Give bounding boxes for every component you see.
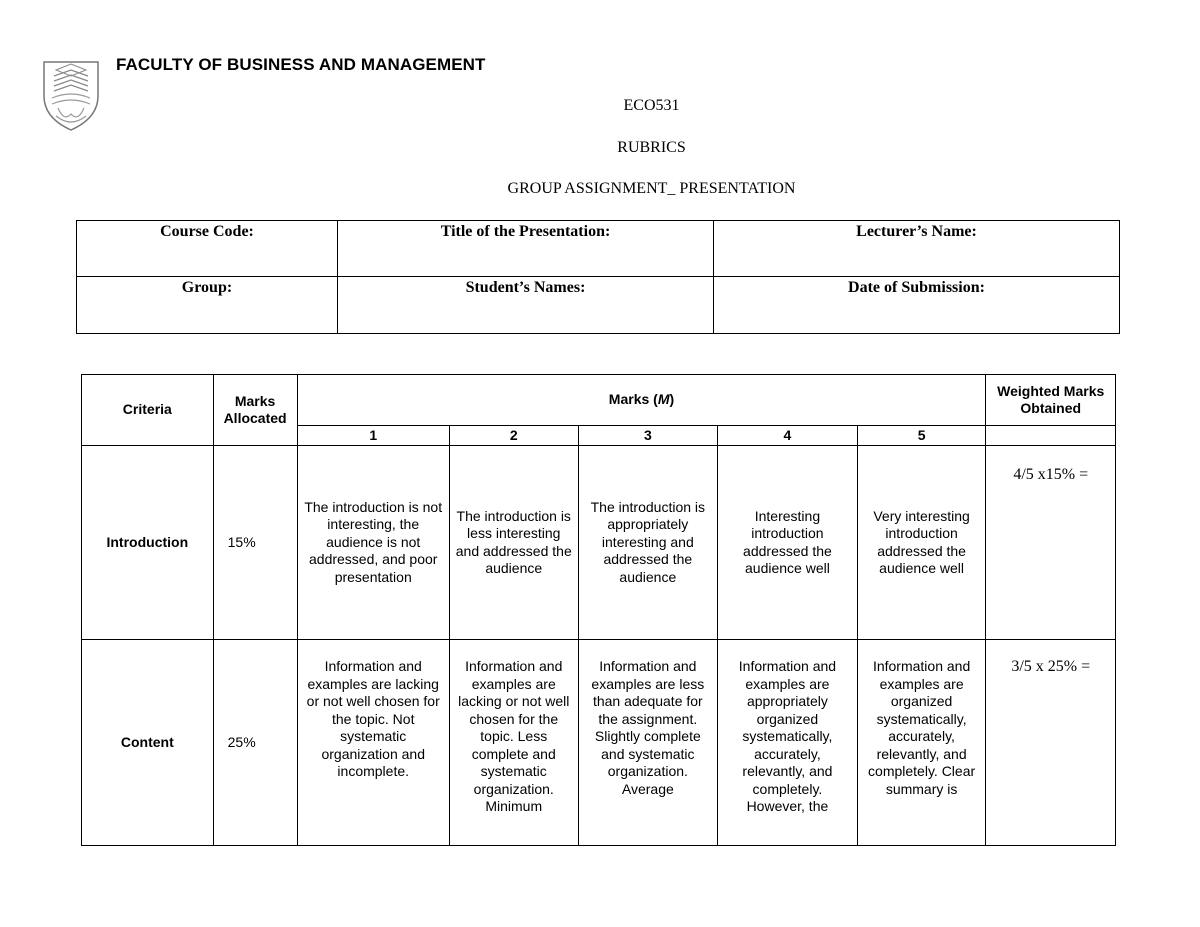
criteria-cell: Introduction — [82, 446, 214, 640]
weighted-marks-cell: 3/5 x 25% = — [986, 640, 1116, 846]
allocated-cell: 15% — [213, 446, 297, 640]
table-row — [82, 446, 1116, 640]
university-crest-logo — [38, 56, 104, 132]
level-cell-4: Information and examples are appropriately organized systematically, accurately, relevantly, and completely. However, the — [718, 640, 858, 846]
marks-header: Marks (M) — [297, 375, 986, 426]
criteria-cell: Content — [82, 640, 214, 846]
course-code-heading: ECO531 — [623, 97, 680, 114]
table-row — [82, 640, 1116, 846]
scale-header-4: 4 — [718, 426, 858, 446]
allocated-cell: 25% — [213, 640, 297, 846]
scale-header-2: 2 — [449, 426, 578, 446]
level-cell-1: Information and examples are lacking or not well chosen for the topic. Not systematic organization and incomplete. — [297, 640, 449, 846]
faculty-name: FACULTY OF BUSINESS AND MANAGEMENT — [116, 55, 486, 74]
document-type-heading: RUBRICS — [617, 139, 686, 156]
assignment-heading: GROUP ASSIGNMENT_ PRESENTATION — [507, 180, 796, 197]
level-cell-4: Interesting introduction addressed the audience well — [718, 446, 858, 640]
level-cell-3: Information and examples are less than adequate for the assignment. Slightly complete and systematic organization. Average — [578, 640, 718, 846]
student-names-field: Student’s Names: — [338, 277, 714, 334]
course-code-field: Course Code: — [77, 221, 338, 277]
marks-allocated-header: Marks Allocated — [213, 375, 297, 446]
scale-header-3: 3 — [578, 426, 718, 446]
presentation-title-field: Title of the Presentation: — [338, 221, 714, 277]
group-field: Group: — [77, 277, 338, 334]
level-cell-1: The introduction is not interesting, the audience is not addressed, and poor presentation — [297, 446, 449, 640]
weighted-marks-header: Weighted Marks Obtained — [986, 375, 1116, 426]
weighted-marks-cell: 4/5 x15% = — [986, 446, 1116, 640]
scale-header-1: 1 — [297, 426, 449, 446]
rubric-table — [81, 374, 1116, 846]
level-cell-3: The introduction is appropriately interesting and addressed the audience — [578, 446, 718, 640]
scale-header-5: 5 — [857, 426, 986, 446]
submission-info-table — [76, 220, 1120, 334]
criteria-header: Criteria — [82, 375, 214, 446]
marks-symbol: M — [657, 391, 670, 408]
lecturer-name-field: Lecturer’s Name: — [714, 221, 1120, 277]
level-cell-2: Information and examples are lacking or not well chosen for the topic. Less complete and systematic organization. Minimum — [449, 640, 578, 846]
level-cell-5: Very interesting introduction addressed the audience well — [857, 446, 986, 640]
level-cell-5: Information and examples are organized systematically, accurately, relevantly, and completely. Clear summary is — [857, 640, 986, 846]
submission-date-field: Date of Submission: — [714, 277, 1120, 334]
weighted-blank-header — [986, 426, 1116, 446]
level-cell-2: The introduction is less interesting and addressed the audience — [449, 446, 578, 640]
